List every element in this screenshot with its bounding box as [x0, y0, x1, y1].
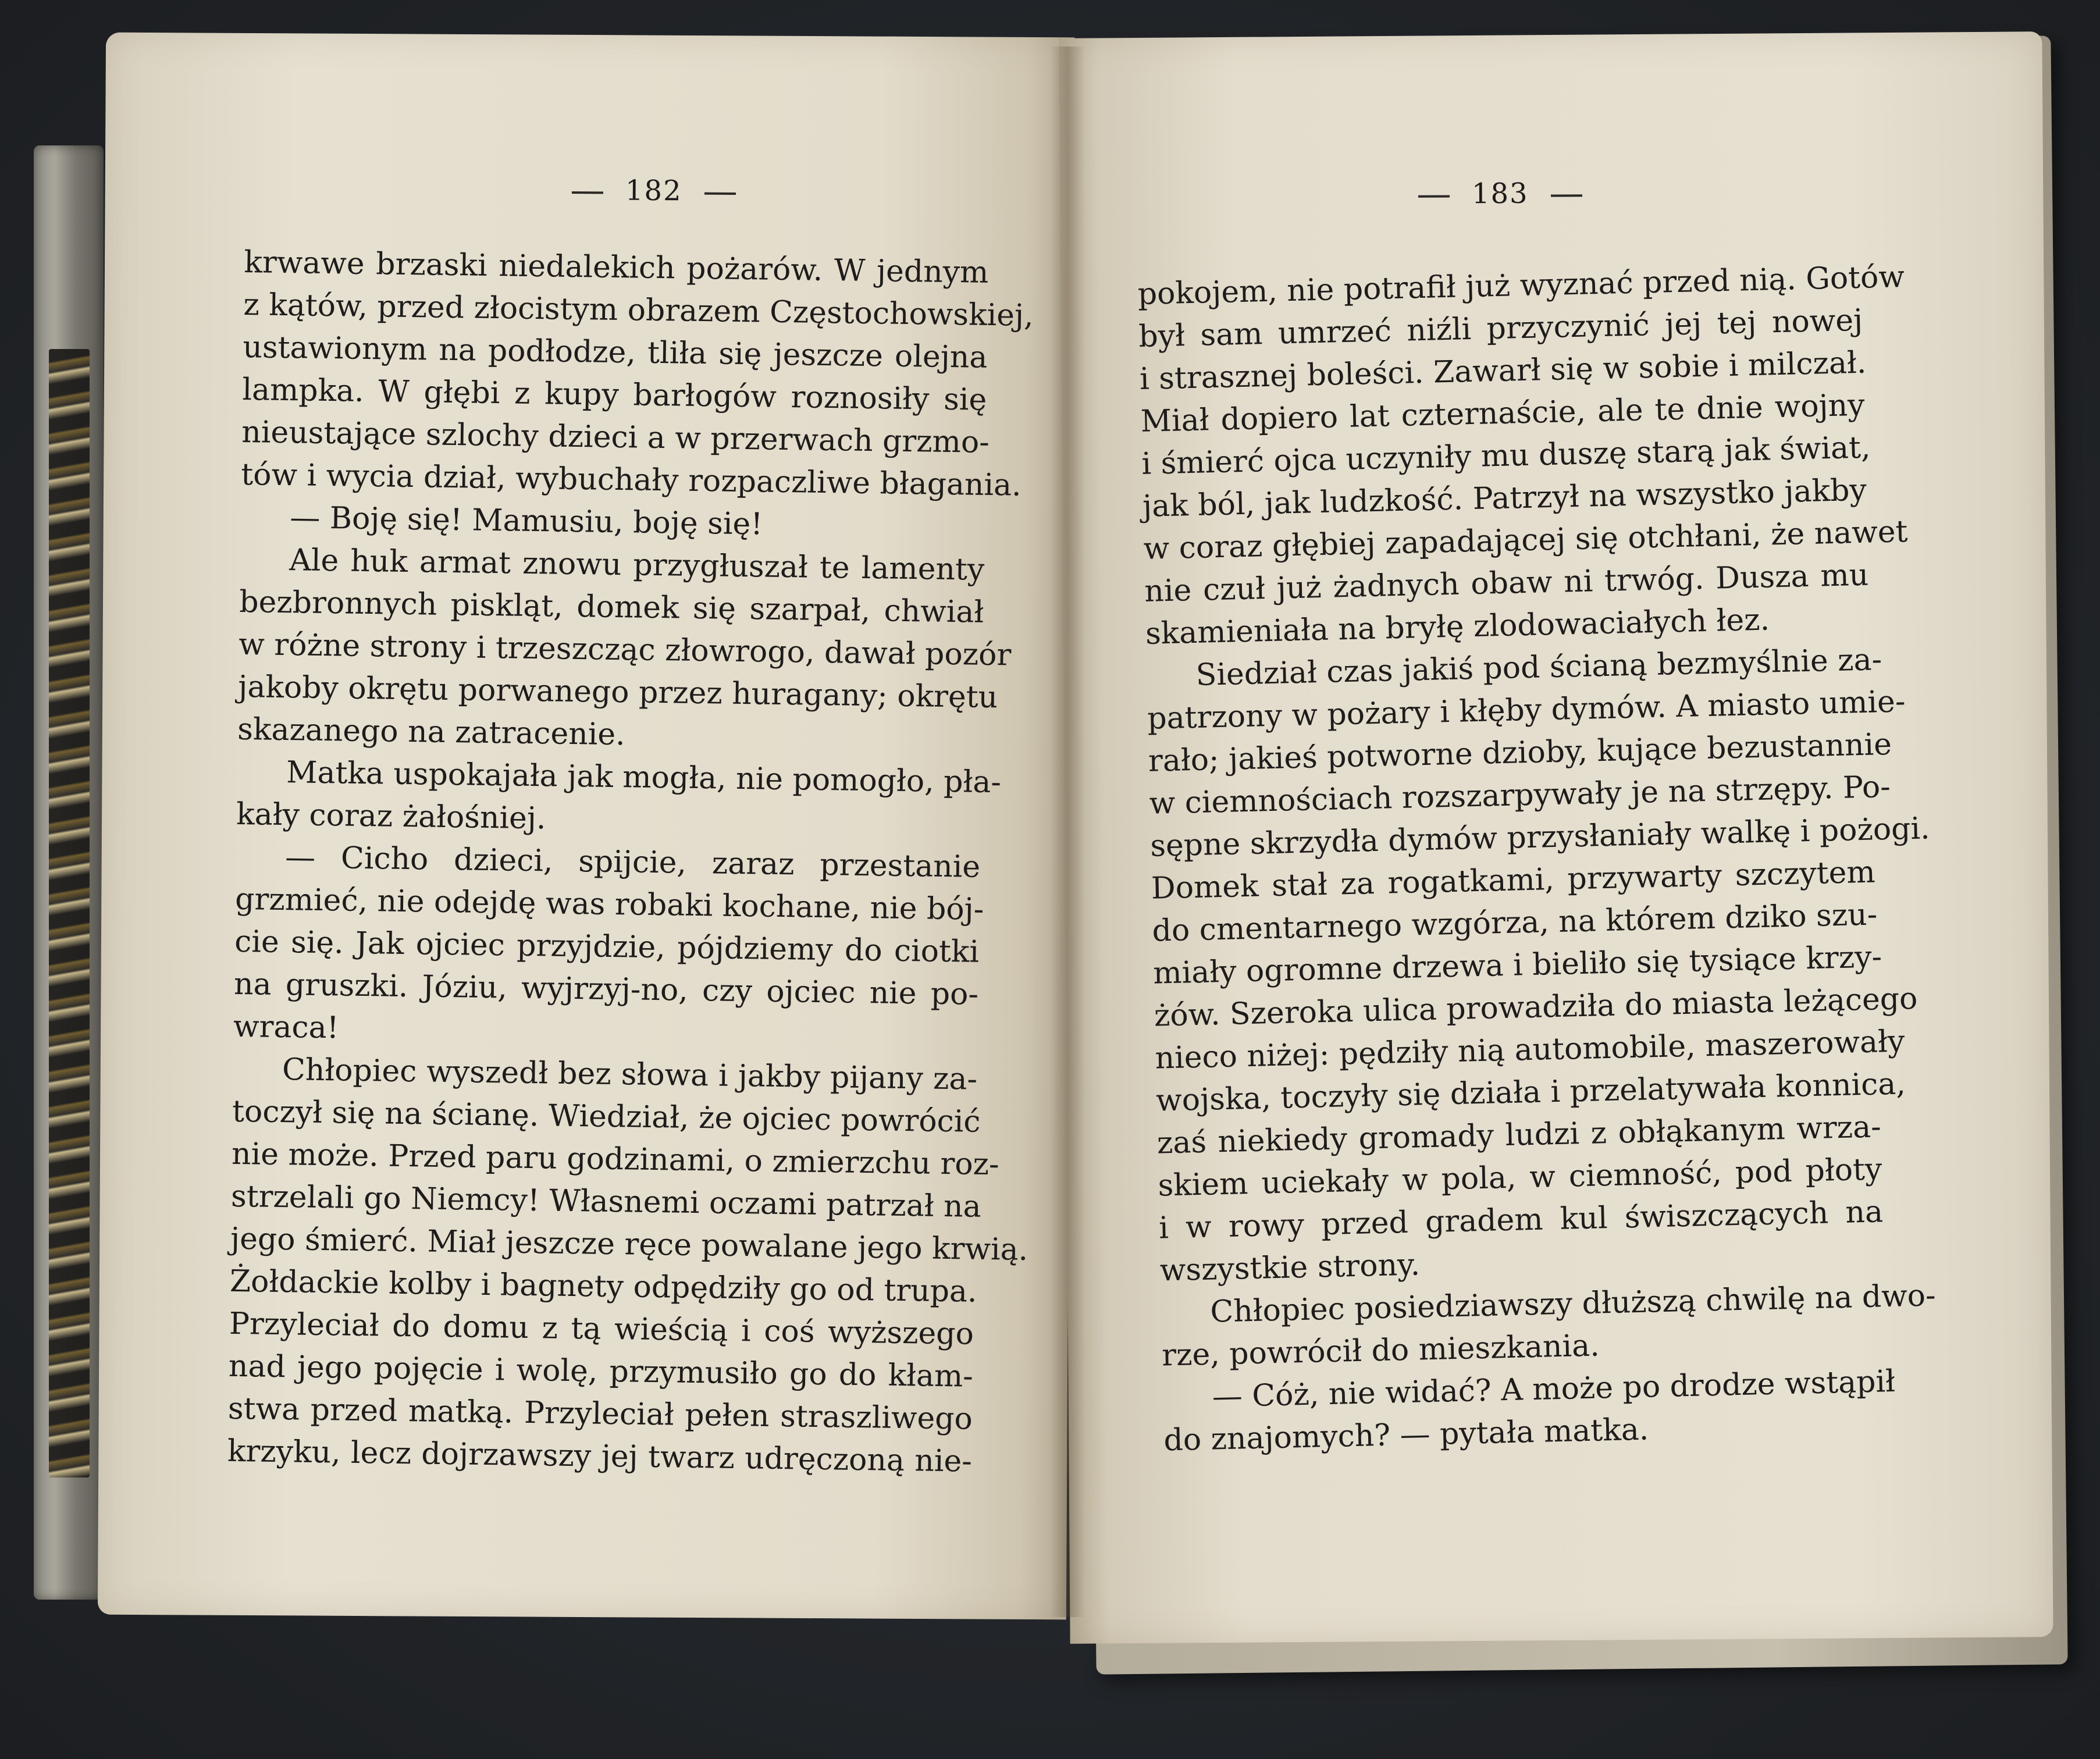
text-line: nad jego pojęcie i wolę, przymusiło go do kłam-	[228, 1348, 974, 1394]
text-line: — Cicho dzieci, spijcie, zaraz przestanie	[284, 840, 981, 885]
text-line: stwa przed matką. Przyleciał pełen straszliwego	[227, 1391, 973, 1437]
text-line: Żołdackie kolby i bagnety odpędziły go od trupa.	[229, 1263, 977, 1309]
page-number-dash	[1418, 195, 1450, 197]
text-line: Chłopiec posiedziawszy dłuższą chwilę na dwo-	[1209, 1278, 1937, 1330]
text-line: rze, powrócił do mieszkania.	[1161, 1328, 1600, 1373]
text-line: Przyleciał do domu z tą wieścią i coś wyższego	[229, 1306, 974, 1352]
text-line: lampka. W głębi z kupy barłogów roznosiły się	[242, 372, 987, 418]
text-line: skiem uciekały w pola, w ciemność, pod płoty	[1157, 1152, 1882, 1203]
text-line: w różne strony i trzeszcząc złowrogo, dawał pozór	[238, 626, 1012, 673]
text-line: — Cóż, nie widać? A może po drodze wstąpił	[1212, 1363, 1896, 1415]
text-line: i strasznej boleści. Zawarł się w sobie i milczał.	[1139, 345, 1867, 397]
text-line: tów i wycia dział, wybuchały rozpaczliwe błagania.	[240, 457, 1022, 503]
text-line: patrzony w pożary i kłęby dymów. A miasto umie-	[1147, 684, 1906, 736]
text-line: pokojem, nie potrafił już wyznać przed nią. Gotów	[1137, 259, 1905, 312]
text-line: Miał dopiero lat czternaście, ale te dnie wojny	[1140, 387, 1866, 439]
text-line: Chłopiec wyszedł bez słowa i jakby pijany za-	[282, 1052, 978, 1097]
page-number-dash	[572, 191, 603, 194]
text-line: zaś niekiedy gromady ludzi z obłąkanym wrza-	[1156, 1109, 1882, 1161]
page-number-dash	[704, 192, 736, 194]
left-page-number-value: 182	[625, 174, 682, 208]
text-line: na gruszki. Józiu, wyjrzyj-no, czy ojciec nie po-	[233, 966, 979, 1012]
text-line: — Boję się! Mamusiu, boję się!	[289, 500, 763, 542]
page-number-dash	[1551, 194, 1582, 197]
text-line: był sam umrzeć niźli przyczynić jej tej nowej	[1138, 302, 1863, 354]
text-line: do znajomych? — pytała matka.	[1163, 1412, 1649, 1458]
text-line: Matka uspokajała jak mogła, nie pomogło, pła-	[286, 755, 1002, 800]
text-line: miały ogromne drzewa i bieliło się tysiące krzy-	[1152, 939, 1882, 991]
text-line: nie może. Przed paru godzinami, o zmierzchu roz-	[231, 1136, 1000, 1183]
text-line: kały coraz żałośniej.	[236, 796, 546, 836]
text-line: toczył się na ścianę. Wiedział, że ojciec powrócić	[232, 1094, 981, 1140]
text-line: krzyku, lecz dojrzawszy jej twarz udręczoną nie-	[227, 1433, 973, 1479]
text-line: nie czuł już żadnych obaw ni trwóg. Dusza mu	[1144, 557, 1869, 609]
text-line: w coraz głębiej zapadającej się otchłani, że nawet	[1143, 514, 1909, 567]
text-line: i w rowy przed gradem kul świszczących na	[1158, 1194, 1884, 1246]
text-line: Ale huk armat znowu przygłuszał te lamenty	[289, 543, 985, 587]
text-line: bezbronnych piskląt, domek się szarpał, chwiał	[239, 584, 984, 630]
text-line: żów. Szeroka ulica prowadziła do miasta leżącego	[1154, 981, 1918, 1034]
text-line: krwawe brzaski niedalekich pożarów. W jednym	[244, 244, 989, 290]
left-page-number	[550, 174, 758, 208]
text-line: i śmierć ojca uczyniły mu duszę starą jak świat,	[1141, 430, 1871, 482]
text-line: cie się. Jak ojciec przyjdzie, pójdziemy do ciotki	[234, 924, 980, 970]
text-line: wojska, toczyły się działa i przelatywała konnica,	[1155, 1066, 1906, 1119]
text-line: w ciemnościach rozszarpywały je na strzępy. Po-	[1149, 769, 1891, 821]
text-line: skazanego na zatracenie.	[237, 711, 626, 753]
text-line: nieustające szlochy dzieci a w przerwach grzmo-	[241, 414, 990, 460]
text-line: skamieniała na bryłę zlodowaciałych łez.	[1145, 602, 1770, 651]
text-line: wszystkie strony.	[1159, 1247, 1421, 1288]
text-line: jego śmierć. Miał jeszcze ręce powalane jego krwią.	[230, 1221, 1028, 1267]
text-line: sępne skrzydła dymów przysłaniały walkę i pożogi.	[1149, 811, 1931, 864]
text-line: Siedział czas jakiś pod ścianą bezmyślnie za-	[1195, 642, 1882, 693]
text-line: nieco niżej: pędziły nią automobile, maszerowały	[1154, 1024, 1905, 1076]
text-line: Domek stał za rogatkami, przywarty szczytem	[1151, 854, 1876, 906]
left-page-text	[227, 241, 1034, 1483]
text-line: jakoby okrętu porwanego przez huragany; okrętu	[237, 669, 998, 715]
text-line: rało; jakieś potworne dzioby, kujące bezustannie	[1148, 727, 1892, 779]
text-line: ustawionym na podłodze, tliła się jeszcze olejna	[243, 329, 988, 375]
text-line: do cmentarnego wzgórza, na którem dziko szu-	[1151, 897, 1878, 949]
right-page-number	[1396, 177, 1604, 211]
right-page-number-value: 183	[1471, 177, 1529, 211]
book-gutter	[1050, 47, 1085, 1617]
text-line: z kątów, przed złocistym obrazem Częstochowskiej,	[243, 287, 1034, 333]
text-line: wraca!	[233, 1009, 339, 1046]
text-line: grzmieć, nie odejdę was robaki kochane, nie bój-	[234, 881, 984, 927]
right-page-text	[1137, 257, 1937, 1462]
text-line: strzelali go Niemcy! Własnemi oczami patrzał na	[230, 1178, 982, 1224]
text-line: jak ból, jak ludzkość. Patrzył na wszystko jakby	[1142, 472, 1867, 524]
marbled-cover-edge	[49, 349, 90, 1477]
